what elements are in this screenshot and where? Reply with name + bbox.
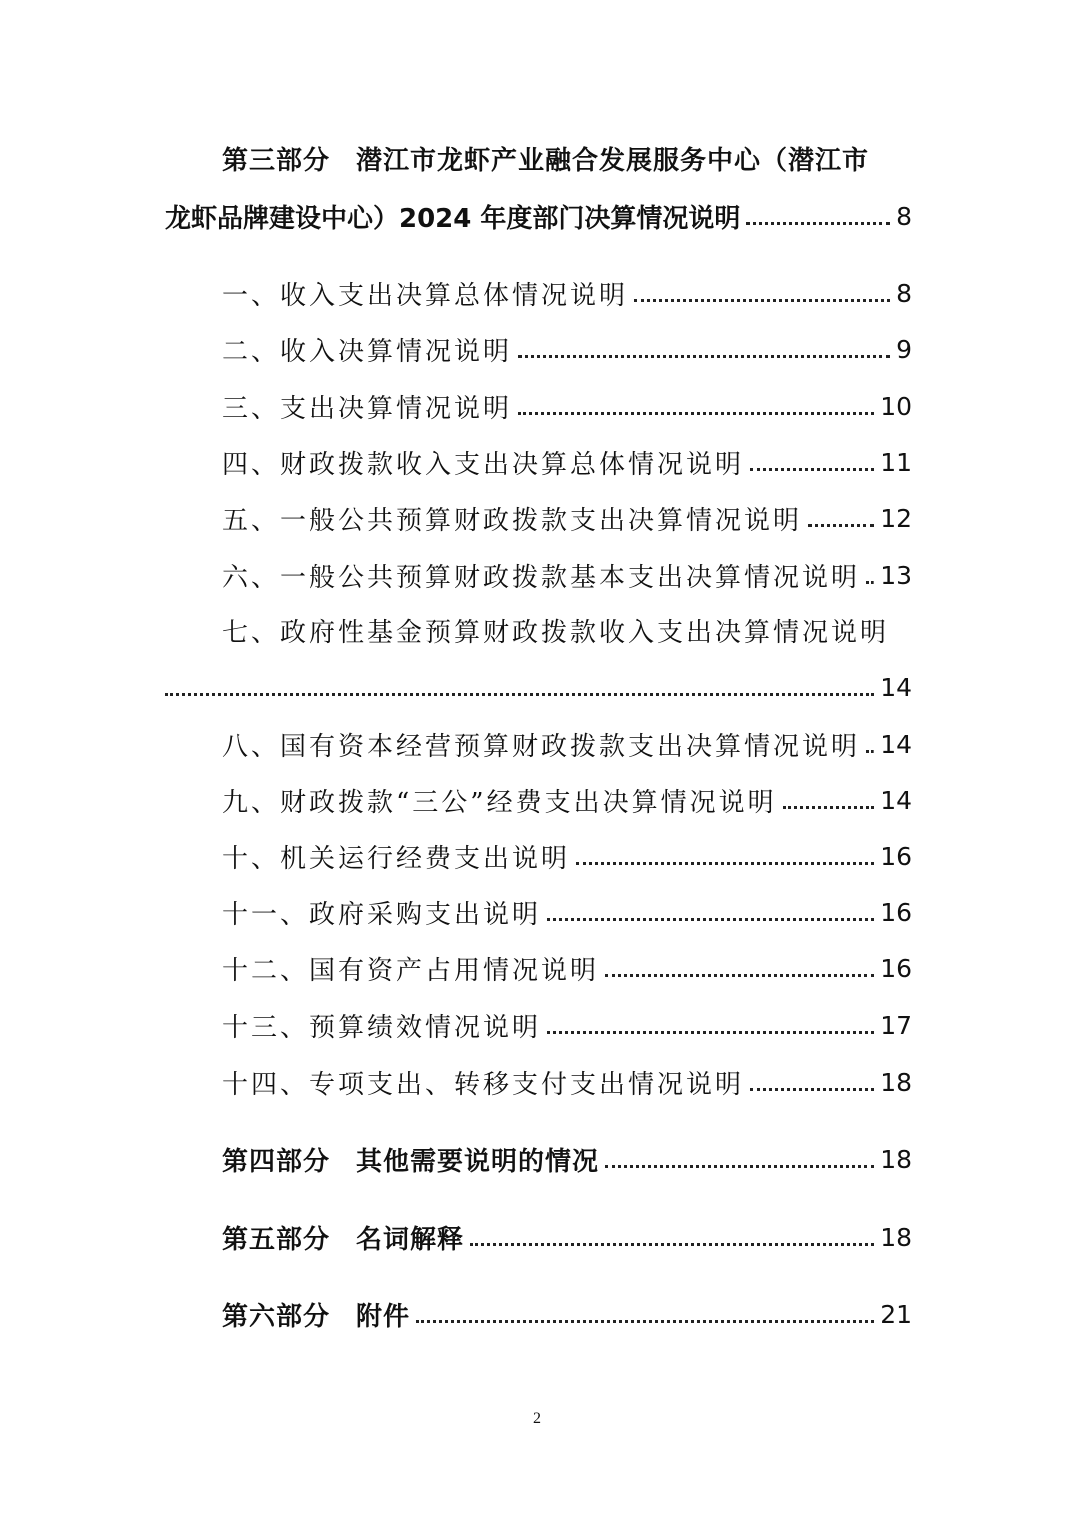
toc-item-9[interactable] <box>222 780 912 820</box>
toc-part3-title-line2: 龙虾品牌建设中心）2024 年度部门决算情况说明 <box>165 203 741 234</box>
toc-part4[interactable] <box>222 1139 912 1179</box>
toc-item-title: 十二、国有资产占用情况说明 <box>222 955 600 986</box>
dot-leader <box>808 498 874 538</box>
toc-item-page: 17 <box>880 1010 912 1040</box>
toc-item-title: 三、支出决算情况说明 <box>222 393 513 424</box>
dot-leader <box>605 948 874 988</box>
toc-part5-title: 名词解释 <box>356 1224 465 1255</box>
toc-item-page: 12 <box>880 503 912 533</box>
dot-leader <box>605 1139 874 1179</box>
toc-item-title: 一、收入支出决算总体情况说明 <box>222 280 629 311</box>
page-number: 2 <box>533 1410 541 1427</box>
toc-item-title: 十一、政府采购支出说明 <box>222 899 542 930</box>
toc-item-7-line1[interactable] <box>222 612 912 649</box>
toc-part3-line1[interactable] <box>222 140 869 177</box>
dot-leader <box>518 329 890 369</box>
toc-item-page: 14 <box>880 672 912 702</box>
toc-part5[interactable] <box>222 1217 912 1257</box>
toc-item-6[interactable] <box>222 555 912 595</box>
dot-leader <box>634 273 890 313</box>
toc-item-page: 16 <box>880 897 912 927</box>
toc-item-8[interactable] <box>222 724 912 764</box>
toc-item-page: 16 <box>880 953 912 983</box>
toc-item-11[interactable] <box>222 892 912 932</box>
toc-part3-line2[interactable] <box>165 196 912 236</box>
toc-item-10[interactable] <box>222 836 912 876</box>
toc-part4-label: 第四部分 <box>222 1146 331 1177</box>
dot-leader <box>547 892 874 932</box>
dot-leader <box>783 780 875 820</box>
toc-part5-page: 18 <box>880 1222 912 1252</box>
toc-item-12[interactable] <box>222 948 912 988</box>
toc-item-title: 九、财政拨款“三公”经费支出决算情况说明 <box>222 787 777 818</box>
toc-item-title: 十三、预算绩效情况说明 <box>222 1012 542 1043</box>
dot-leader <box>576 836 874 876</box>
toc-part6-title: 附件 <box>356 1301 411 1332</box>
dot-leader <box>165 667 874 707</box>
dot-leader <box>518 386 874 426</box>
toc-part4-page: 18 <box>880 1144 912 1174</box>
toc-item-page: 9 <box>896 334 912 364</box>
toc-item-title: 十四、专项支出、转移支付支出情况说明 <box>222 1069 745 1100</box>
toc-part6[interactable] <box>222 1294 912 1334</box>
toc-item-page: 10 <box>880 391 912 421</box>
toc-item-page: 18 <box>880 1067 912 1097</box>
dot-leader <box>746 196 890 236</box>
toc-part5-label: 第五部分 <box>222 1224 331 1255</box>
toc-item-title: 二、收入决算情况说明 <box>222 336 513 367</box>
toc-part6-label: 第六部分 <box>222 1301 331 1332</box>
toc-item-14[interactable] <box>222 1062 912 1102</box>
dot-leader <box>547 1005 874 1045</box>
toc-item-page: 16 <box>880 841 912 871</box>
toc-item-5[interactable] <box>222 498 912 538</box>
dot-leader <box>416 1294 874 1334</box>
dot-leader <box>866 724 874 764</box>
dot-leader <box>866 555 874 595</box>
dot-leader <box>470 1217 874 1257</box>
toc-item-3[interactable] <box>222 386 912 426</box>
dot-leader <box>750 442 874 482</box>
toc-item-page: 8 <box>896 278 912 308</box>
toc-item-title: 十、机关运行经费支出说明 <box>222 843 571 874</box>
toc-part3-label: 第三部分 <box>222 146 331 176</box>
toc-part3-title-line1: 潜江市龙虾产业融合发展服务中心（潜江市 <box>356 146 870 176</box>
toc-item-title: 六、一般公共预算财政拨款基本支出决算情况说明 <box>222 562 861 593</box>
toc-item-title: 七、政府性基金预算财政拨款收入支出决算情况说明 <box>222 618 890 648</box>
dot-leader <box>750 1062 874 1102</box>
toc-item-title: 五、一般公共预算财政拨款支出决算情况说明 <box>222 505 803 536</box>
toc-item-1[interactable] <box>222 273 912 313</box>
toc-item-page: 11 <box>880 447 912 477</box>
toc-item-4[interactable] <box>222 442 912 482</box>
toc-item-page: 13 <box>880 560 912 590</box>
toc-item-2[interactable] <box>222 329 912 369</box>
toc-part6-page: 21 <box>880 1299 912 1329</box>
toc-item-title: 八、国有资本经营预算财政拨款支出决算情况说明 <box>222 731 861 762</box>
toc-item-7-line2[interactable] <box>165 667 912 707</box>
toc-item-13[interactable] <box>222 1005 912 1045</box>
toc-item-page: 14 <box>880 729 912 759</box>
toc-part4-title: 其他需要说明的情况 <box>356 1146 600 1177</box>
toc-part3-page: 8 <box>896 201 912 231</box>
toc-item-title: 四、财政拨款收入支出决算总体情况说明 <box>222 449 745 480</box>
toc-item-page: 14 <box>880 785 912 815</box>
